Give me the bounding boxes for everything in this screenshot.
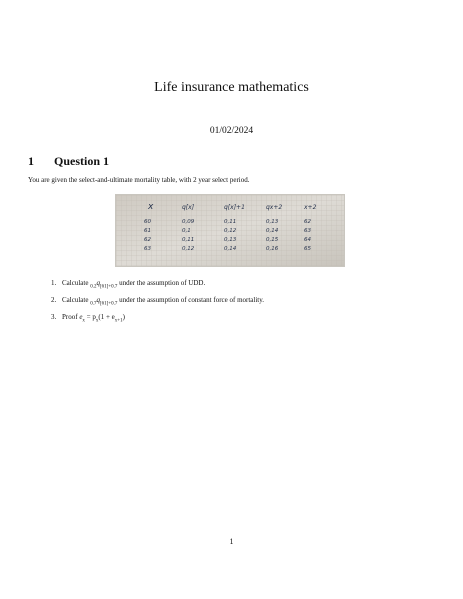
table-cell: 0,1 — [182, 228, 191, 234]
table-cell: 0,15 — [266, 237, 279, 243]
task-text: Proof — [62, 313, 80, 321]
task-math: x — [82, 318, 85, 324]
table-header-cell: qx+2 — [266, 204, 283, 211]
document-date: 01/02/2024 — [209, 126, 254, 136]
task-math: q — [96, 296, 100, 304]
table-cell: 63 — [304, 228, 311, 234]
task-text: under the assumption of constant force of mortality. — [117, 296, 265, 304]
table-cell: 60 — [144, 219, 151, 225]
task-math: e — [79, 313, 83, 321]
table-cell: 0,16 — [266, 246, 279, 252]
task-item-2 — [51, 296, 422, 307]
mortality-table-photo — [115, 194, 345, 267]
table-header-cell: x+2 — [304, 204, 317, 211]
table-cell: 62 — [144, 237, 151, 243]
task-list — [51, 279, 422, 330]
task-item-3 — [51, 313, 422, 324]
table-cell: 63 — [144, 246, 151, 252]
table-cell: 0,13 — [224, 237, 237, 243]
table-cell: 65 — [304, 246, 311, 252]
task-math: (1 + e — [98, 313, 115, 321]
page-number: 1 — [229, 537, 234, 546]
table-cell: 0,12 — [224, 228, 237, 234]
task-math: 0.7 — [90, 301, 97, 307]
task-number: 3. — [51, 313, 57, 321]
section-title: Question 1 — [54, 154, 110, 168]
task-text: Calculate — [62, 296, 91, 304]
task-text: Calculate — [62, 279, 91, 287]
table-header-cell: q[x] — [182, 204, 195, 211]
task-number: 1. — [51, 279, 57, 287]
table-cell: 0,14 — [224, 246, 237, 252]
task-item-1 — [51, 279, 422, 290]
mortality-table-drawing — [116, 195, 344, 266]
task-math: [61]+0.7 — [99, 284, 118, 290]
table-cell: 0,11 — [224, 219, 237, 225]
table-cell: 0,13 — [266, 219, 279, 225]
task-math: 0.2 — [90, 284, 97, 290]
task-math: q — [96, 279, 100, 287]
table-cell: 0,09 — [182, 219, 195, 225]
document-title: Life insurance mathematics — [154, 80, 309, 95]
table-header-cell: x — [148, 202, 154, 212]
task-math: ) — [122, 313, 125, 321]
task-text: under the assumption of UDD. — [117, 279, 206, 287]
table-cell: 64 — [304, 237, 311, 243]
table-header-cell: q[x]+1 — [224, 204, 245, 211]
task-math: x+1 — [114, 318, 123, 324]
table-cell: 0,14 — [266, 228, 279, 234]
section-number: 1 — [28, 154, 34, 168]
section-heading — [28, 154, 109, 169]
task-math: [61]+0.7 — [99, 301, 118, 307]
task-math: x — [95, 318, 99, 324]
table-cell: 62 — [304, 219, 311, 225]
task-number: 2. — [51, 296, 57, 304]
table-cell: 0,12 — [182, 246, 195, 252]
table-cell: 61 — [144, 228, 151, 234]
task-math: = p — [84, 313, 96, 321]
table-cell: 0,11 — [182, 237, 195, 243]
section-intro: You are given the select-and-ultimate mortality table, with 2 year select period. — [28, 176, 250, 184]
